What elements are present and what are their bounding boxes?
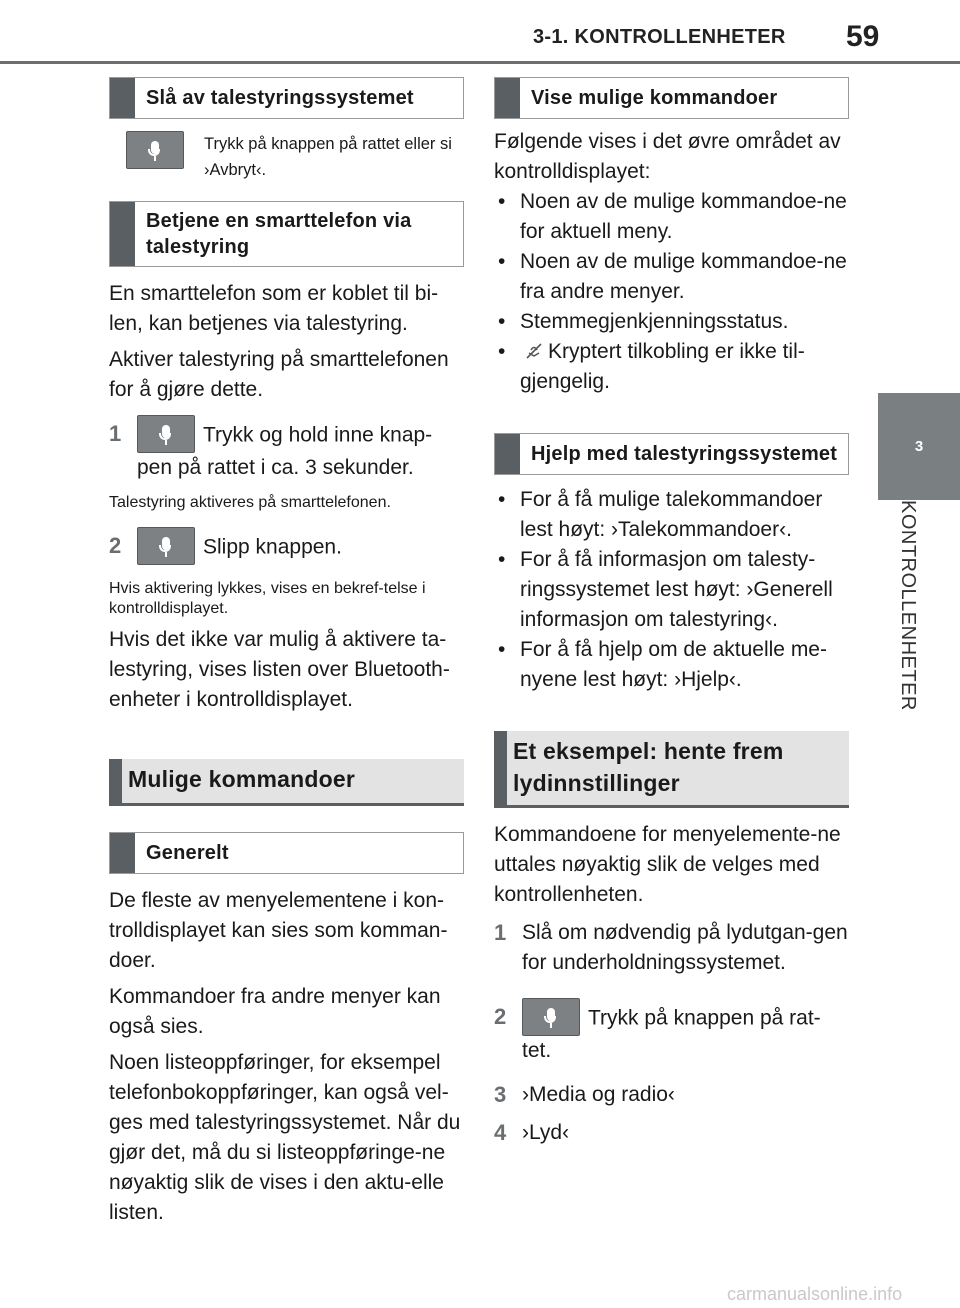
microphone-button-icon — [137, 415, 195, 453]
heading-eksempel: Et eksempel: hente frem lydinnstillinger — [494, 731, 849, 808]
step-2: 2 Trykk på knappen på rat-tet. — [494, 1002, 849, 1066]
chapter-tab: 3 — [878, 393, 960, 500]
step-3: 3 ›Media og radio‹ — [494, 1082, 675, 1107]
microphone-button-icon — [522, 998, 580, 1036]
list-item: • For å få mulige talekommandoer lest høyt: ›Talekommandoer‹. — [494, 485, 849, 545]
chapter-label: KONTROLLENHETER — [897, 500, 919, 711]
list-item: • Stemmegjenkjenningsstatus. — [494, 307, 849, 337]
heading-vise: Vise mulige kommandoer — [494, 77, 849, 119]
step-4: 4 ›Lyd‹ — [494, 1120, 570, 1145]
paragraph: Kommandoer fra andre menyer kan også sies. — [109, 985, 441, 1038]
list-item: • For å få hjelp om de aktuelle me-nyene lest høyt: ›Hjelp‹. — [494, 635, 849, 695]
encryption-off-icon — [524, 341, 544, 361]
list-item: • Noen av de mulige kommandoe-ne for aktuell meny. — [494, 187, 849, 247]
list-item: • Noen av de mulige kommandoe-ne fra andre menyer. — [494, 247, 849, 307]
list-item: • For å få informasjon om talesty-ringssystemet lest høyt: ›Generell informasjon om talestyring‹. — [494, 545, 849, 635]
microphone-button-icon — [126, 131, 184, 169]
heading-generelt: Generelt — [109, 832, 464, 874]
heading-sla-av: Slå av talestyringssystemet — [109, 77, 464, 119]
sla-av-row — [109, 131, 464, 183]
list-item: • Kryptert tilkobling er ikke til-gjengelig. — [494, 337, 849, 397]
bullet-list — [494, 485, 849, 695]
left-column — [109, 77, 464, 1228]
heading-mulige-kommandoer: Mulige kommandoer — [109, 759, 464, 806]
heading-betjene: Betjene en smarttelefon via talestyring — [109, 201, 464, 267]
paragraph: Aktiver talestyring på smarttelefonen for å gjøre dette. — [109, 348, 449, 401]
note: Hvis aktivering lykkes, vises en bekref-telse i kontrolldisplayet. — [109, 580, 426, 617]
right-column — [494, 77, 849, 1148]
step-1: 1 Slå om nødvendig på lydutgan-gen for underholdningssystemet. — [494, 920, 848, 974]
heading-hjelp: Hjelp med talestyringssystemet — [494, 433, 849, 475]
step-2: 2 Slipp knappen. — [109, 531, 464, 565]
sla-av-text: Trykk på knappen på rattet eller si ›Avbryt‹. — [204, 135, 452, 179]
watermark: carmanualsonline.info — [727, 1284, 903, 1304]
note: Talestyring aktiveres på smarttelefonen. — [109, 494, 391, 511]
paragraph: Hvis det ikke var mulig å aktivere ta-lestyring, vises listen over Bluetooth-enheter i kontrolldisplayet. — [109, 628, 450, 711]
section-title: 3-1. KONTROLLENHETER — [533, 26, 786, 48]
paragraph: Noen listeoppføringer, for eksempel telefonbokoppføringer, kan også vel-ges med talestyringssystemet. Når du gjør det, må du si listeoppføringe-ne nøyaktig slik de vises i den aktu-elle listen. — [109, 1051, 461, 1224]
paragraph: Kommandoene for menyelemente-ne uttales nøyaktig slik de velges med kontrollenheten. — [494, 823, 841, 906]
paragraph: De fleste av menyelementene i kon-trolldisplayet kan sies som komman-doer. — [109, 889, 448, 972]
paragraph: Følgende vises i det øvre området av kontrolldisplayet: — [494, 130, 841, 183]
header-rule — [0, 61, 960, 64]
paragraph: En smarttelefon som er koblet til bi-len, kan betjenes via talestyring. — [109, 282, 439, 335]
step-1: 1 Trykk og hold inne knap-pen på rattet i ca. 3 sekunder. — [109, 419, 464, 483]
page-number: 59 — [846, 20, 880, 53]
bullet-list — [494, 187, 849, 397]
microphone-button-icon — [137, 527, 195, 565]
